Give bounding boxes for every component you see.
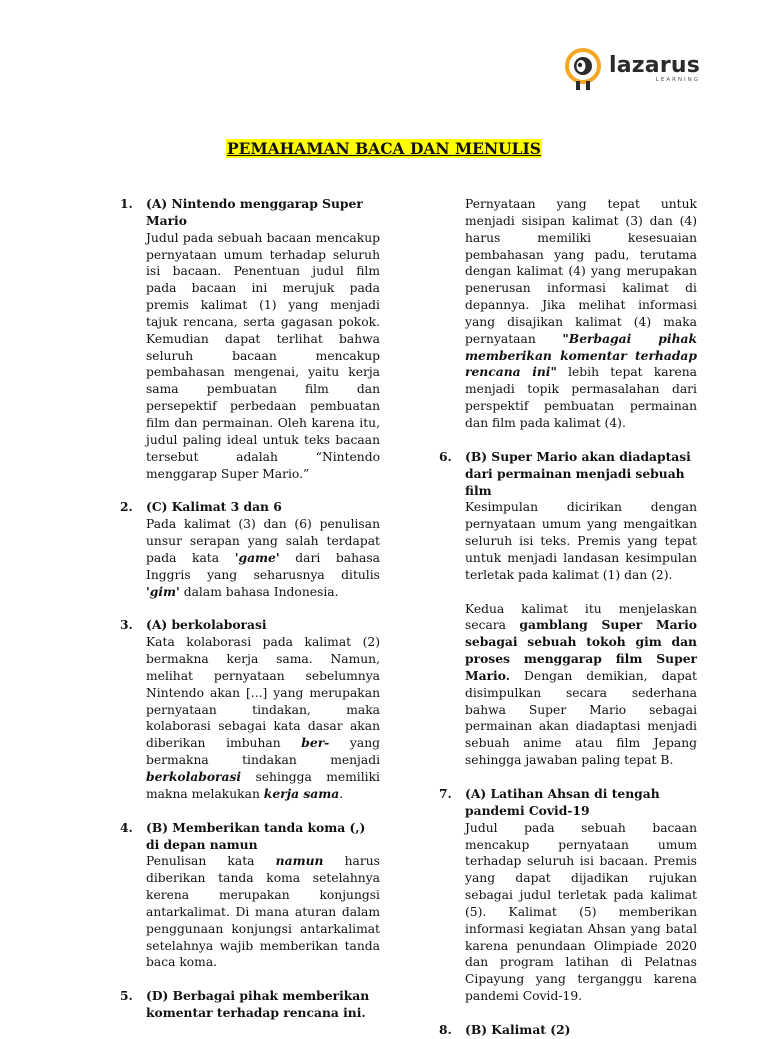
item-body: Kesimpulan dicirikan dengan pernyataan umum yang mengaitkan seluruh isi teks. Premis yang tepat untuk menjadi landasan kesimpulan terletak pada kalimat (1) dan (2).	[465, 500, 697, 582]
item-number: 2.	[120, 499, 133, 515]
item-body: Judul pada sebuah bacaan mencakup pernyataan umum terhadap seluruh isi bacaan. Premis yang dapat dijadikan rujukan sebagai judul terletak pada kalimat (5). Kalimat (5) memberikan informasi kegiatan Ahsan yang batal karena penundaan Olimpiade 2020 dan program latihan di Pelatnas Cipayung yang terganggu karena pandemi Covid-19.	[465, 820, 697, 1004]
item-heading: (B) Memberikan tanda koma (,) di depan namun	[146, 819, 366, 852]
page-title	[0, 139, 768, 158]
left-column	[120, 196, 380, 1022]
answer-item-8	[439, 1022, 697, 1039]
item-number: 1.	[120, 196, 133, 211]
logo-wordmark: lazarus	[609, 52, 701, 78]
emphasis: kerja sama	[263, 785, 340, 801]
item-heading: (A) Latihan Ahsan di tengah pandemi Covid-19	[465, 786, 660, 818]
item-number: 8.	[439, 1021, 452, 1037]
emphasis: "Berbagai pihak memberikan komentar terhadap rencana ini"	[465, 330, 697, 380]
item-number: 6.	[439, 448, 452, 464]
item-heading: (B) Kalimat (2)	[465, 1021, 571, 1037]
item-heading: (C) Kalimat 3 dan 6	[146, 499, 282, 515]
answer-item-2	[120, 499, 380, 600]
item-body: Pada kalimat (3) dan (6) penulisan unsur serapan yang salah terdapat pada kata 'game' dari bahasa Inggris yang seharusnya ditulis 'gim' dalam bahasa Indonesia.	[146, 517, 380, 599]
item-body: Judul pada sebuah bacaan mencakup pernyataan umum terhadap seluruh isi bacaan. Penentuan judul film pada bacaan ini merujuk pada premis kalimat (1) yang menjadi tajuk rencana, serta gagasan pokok. Kemudian dapat terlihat bahwa seluruh bacaan mencakup pembahasan mengenai, yaitu kerja sama pembuatan film dan persepektif perbedaan pembuatan film dan permainan. Oleh karena itu, judul paling ideal untuk teks bacaan tersebut adalah “Nintendo menggarap Super Mario.”	[146, 230, 380, 481]
right-column	[439, 196, 697, 1039]
answer-item-3	[120, 617, 380, 802]
item-number: 7.	[439, 786, 452, 801]
answer-item-1	[120, 196, 380, 482]
answer-item-7	[439, 786, 697, 1005]
emphasis: ber-	[301, 735, 330, 751]
item-number: 3.	[120, 617, 133, 633]
emphasis: berkolaborasi	[146, 769, 242, 784]
emphasis: gamblang Super Mario sebagai sebuah tokoh gim dan proses menggarap film Super Mario.	[465, 617, 697, 683]
answer-item-5-continued	[439, 196, 697, 432]
answer-item-5	[120, 988, 380, 1022]
emphasis: 'gim'	[146, 583, 180, 599]
brand-logo	[563, 44, 700, 94]
item-body: Kata kolaborasi pada kalimat (2) bermakna kerja sama. Namun, melihat pernyataan sebelumnya Nintendo akan [...] yang merupakan pernyataan tindakan, maka kolaborasi sebagai kata dasar akan diberikan imbuhan ber- yang bermakna tindakan menjadi berkolaborasi sehingga memiliki makna melakukan kerja sama.	[146, 635, 380, 801]
logo-subtitle: LEARNING	[655, 76, 701, 83]
item-heading: (A) berkolaborasi	[146, 617, 267, 633]
item-heading: (D) Berbagai pihak memberikan komentar terhadap rencana ini.	[146, 988, 370, 1021]
item-number: 5.	[120, 988, 133, 1004]
item-body: Penulisan kata namun harus diberikan tanda koma setelahnya kerena merupakan konjungsi antarkalimat. Di mana aturan dalam penggunaan konjungsi antarkalimat setelahnya wajib memberikan tanda baca koma.	[146, 853, 380, 970]
item-body-paragraph: Kedua kalimat itu menjelaskan secara gamblang Super Mario sebagai sebuah tokoh gim dan proses menggarap film Super Mario. Dengan demikian, dapat disimpulkan secara sederhana bahwa Super Mario sebagai permainan akan diadaptasi menjadi sebuah anime atau film Jepang sehingga jawaban paling tepat B.	[465, 601, 697, 768]
emphasis: 'game'	[234, 549, 280, 565]
lazarus-logo-icon	[563, 45, 603, 93]
item-heading: (A) Nintendo menggarap Super Mario	[146, 196, 363, 228]
emphasis: namun	[275, 853, 324, 869]
item-heading: (B) Super Mario akan diadaptasi dari permainan menjadi sebuah film	[465, 448, 691, 498]
answer-item-6	[439, 449, 697, 769]
answer-item-4	[120, 820, 380, 972]
item-body: Pernyataan yang tepat untuk menjadi sisipan kalimat (3) dan (4) harus memiliki kesesuaian pembahasan yang padu, terutama dengan kalimat (4) yang merupakan penerusan informasi kalimat di depannya. Jika melihat informasi yang disajikan kalimat (4) maka pernyataan "Berbagai pihak memberikan komentar terhadap rencana ini" lebih tepat karena menjadi topik permasalahan dari perspektif pembuatan permainan dan film pada kalimat (4).	[465, 197, 698, 430]
item-number: 4.	[120, 819, 133, 835]
page-title-text: PEMAHAMAN BACA DAN MENULIS	[227, 139, 541, 158]
